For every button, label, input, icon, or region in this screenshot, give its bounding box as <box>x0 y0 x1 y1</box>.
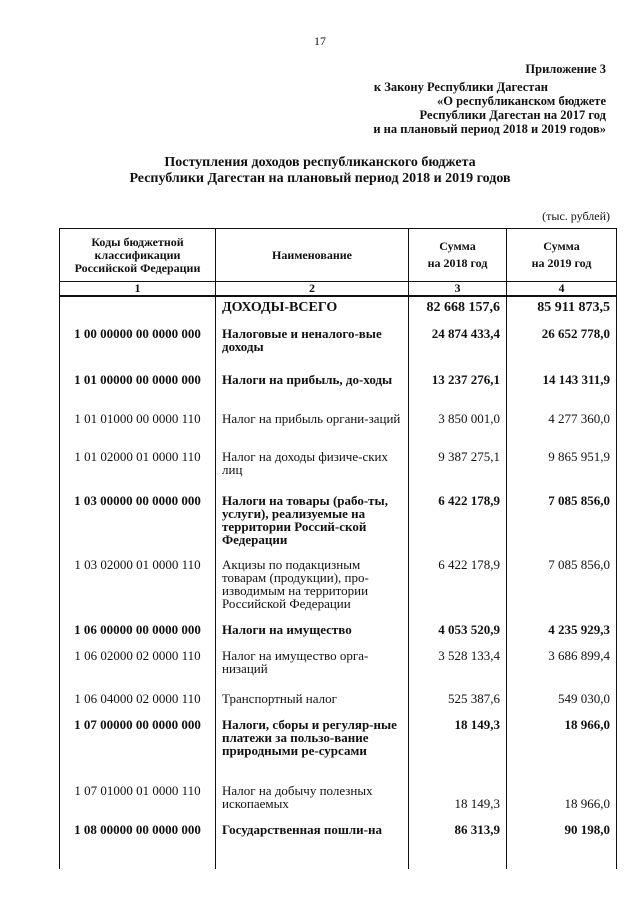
table-row <box>60 619 617 645</box>
row-sum-2018: 3 528 133,4 <box>409 645 507 688</box>
row-name: Транспортный налог <box>216 688 409 714</box>
row-sum-2018: 18 149,3 <box>409 714 507 780</box>
table-row <box>60 490 617 554</box>
table-row <box>60 408 617 446</box>
appendix-year-line: Республики Дагестан на 2017 год <box>419 108 606 122</box>
row-sum-2019: 14 143 311,9 <box>507 369 617 408</box>
header-sum-2019 <box>507 229 617 282</box>
row-sum-2018: 6 422 178,9 <box>409 490 507 554</box>
column-number: 1 <box>60 282 216 297</box>
table-header-row <box>60 229 617 282</box>
row-sum-2018: 82 668 157,6 <box>409 296 507 323</box>
row-sum-2019: 7 085 856,0 <box>507 490 617 554</box>
row-sum-2019: 9 865 951,9 <box>507 446 617 490</box>
row-sum-2018-value: 18 149,3 <box>454 796 500 811</box>
row-sum-2018: 24 874 433,4 <box>409 323 507 369</box>
row-sum-2018: 4 053 520,9 <box>409 619 507 645</box>
row-sum-2019: 3 686 899,4 <box>507 645 617 688</box>
row-sum-2019-value: 18 966,0 <box>564 796 610 811</box>
table-row <box>60 645 617 688</box>
column-number: 3 <box>409 282 507 297</box>
row-code: 1 01 00000 00 0000 000 <box>60 369 216 408</box>
row-name: Налоги, сборы и регуляр-ные платежи за пользо-вание природными ре-сурсами <box>216 714 409 780</box>
row-sum-2019: 18 966,0 <box>507 714 617 780</box>
header-sum-2018 <box>409 229 507 282</box>
row-sum-2018: 9 387 275,1 <box>409 446 507 490</box>
row-sum-2018 <box>409 780 507 819</box>
row-code: 1 06 00000 00 0000 000 <box>60 619 216 645</box>
table-row <box>60 323 617 369</box>
row-code: 1 06 02000 02 0000 110 <box>60 645 216 688</box>
row-name: Налог на доходы физиче-ских лиц <box>216 446 409 490</box>
row-name: Налоги на имущество <box>216 619 409 645</box>
row-code <box>60 296 216 323</box>
revenue-table <box>59 228 617 869</box>
row-code: 1 08 00000 00 0000 000 <box>60 819 216 869</box>
row-sum-2019: 85 911 873,5 <box>507 296 617 323</box>
row-sum-2019 <box>507 780 617 819</box>
row-name: Акцизы по подакцизным товарам (продукции), про-изводимым на территории Российской Федерации <box>216 554 409 619</box>
row-name: Налог на прибыль органи-заций <box>216 408 409 446</box>
row-code: 1 03 00000 00 0000 000 <box>60 490 216 554</box>
page-number: 17 <box>314 34 326 48</box>
row-code: 1 07 00000 00 0000 000 <box>60 714 216 780</box>
row-code: 1 06 04000 02 0000 110 <box>60 688 216 714</box>
row-name: Налог на имущество орга-низаций <box>216 645 409 688</box>
row-code: 1 01 02000 01 0000 110 <box>60 446 216 490</box>
appendix-header <box>306 62 606 136</box>
table-row <box>60 780 617 819</box>
appendix-budget-line: «О республиканском бюджете <box>437 94 606 108</box>
header-sum-2018-year: на 2018 год <box>427 256 488 270</box>
row-sum-2018: 6 422 178,9 <box>409 554 507 619</box>
row-sum-2018: 3 850 001,0 <box>409 408 507 446</box>
row-name: Налог на добычу полезных ископаемых <box>216 780 409 819</box>
row-name: Государственная пошли-на <box>216 819 409 869</box>
column-number-row <box>60 282 617 297</box>
appendix-law-line: к Закону Республики Дагестан <box>373 80 548 94</box>
header-name: Наименование <box>216 229 409 282</box>
row-name: Налоги на прибыль, до-ходы <box>216 369 409 408</box>
appendix-period-line: и на плановый период 2018 и 2019 годов» <box>373 122 606 136</box>
document-title-line1: Поступления доходов республиканского бюджета <box>164 155 476 170</box>
row-sum-2019: 7 085 856,0 <box>507 554 617 619</box>
header-code: Коды бюджетной классификации Российской Федерации <box>60 229 216 282</box>
table-row <box>60 446 617 490</box>
appendix-title: Приложение 3 <box>525 62 606 76</box>
row-name: ДОХОДЫ-ВСЕГО <box>216 296 409 323</box>
header-sum-2019-year: на 2019 год <box>531 256 592 270</box>
column-number: 2 <box>216 282 409 297</box>
document-title-line2: Республики Дагестан на плановый период 2018 и 2019 годов <box>129 171 511 186</box>
row-sum-2019: 549 030,0 <box>507 688 617 714</box>
table-row <box>60 819 617 869</box>
table-row <box>60 554 617 619</box>
row-code: 1 07 01000 01 0000 110 <box>60 780 216 819</box>
table-row <box>60 688 617 714</box>
row-code: 1 01 01000 00 0000 110 <box>60 408 216 446</box>
row-sum-2019: 26 652 778,0 <box>507 323 617 369</box>
table-row <box>60 714 617 780</box>
row-code: 1 03 02000 01 0000 110 <box>60 554 216 619</box>
header-sum-2018-label: Сумма <box>439 239 476 253</box>
row-code: 1 00 00000 00 0000 000 <box>60 323 216 369</box>
row-sum-2018: 13 237 276,1 <box>409 369 507 408</box>
document-title <box>0 155 640 187</box>
row-sum-2018: 86 313,9 <box>409 819 507 869</box>
units-label: (тыс. рублей) <box>542 209 610 223</box>
row-sum-2019: 4 277 360,0 <box>507 408 617 446</box>
row-sum-2019: 90 198,0 <box>507 819 617 869</box>
row-name: Налоги на товары (рабо-ты, услуги), реализуемые на территории Россий-ской Федерации <box>216 490 409 554</box>
column-number: 4 <box>507 282 617 297</box>
row-sum-2019: 4 235 929,3 <box>507 619 617 645</box>
row-sum-2018: 525 387,6 <box>409 688 507 714</box>
table-row <box>60 369 617 408</box>
header-sum-2019-label: Сумма <box>543 239 580 253</box>
table-row <box>60 296 617 323</box>
row-name: Налоговые и неналого-вые доходы <box>216 323 409 369</box>
